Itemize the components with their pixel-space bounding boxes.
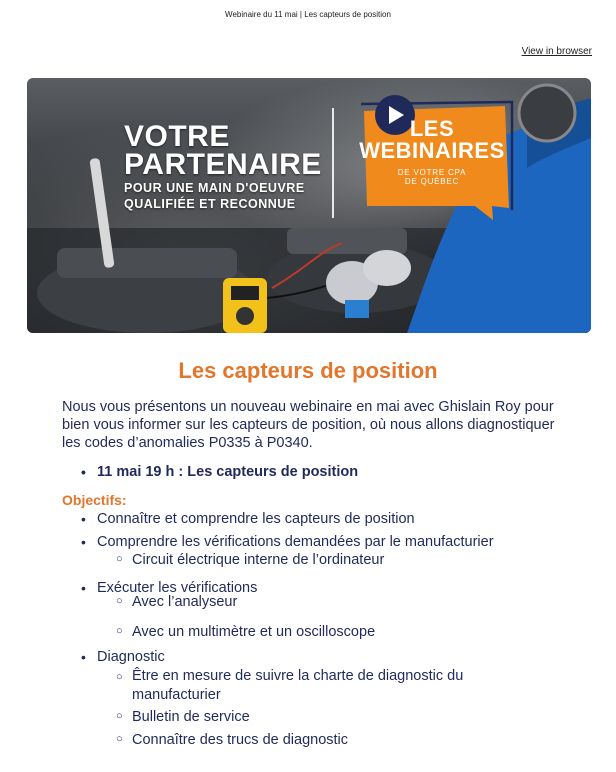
- hero-banner: [27, 78, 591, 333]
- objective-sub-list-5: [132, 709, 250, 725]
- objective-sub-list-6: [132, 732, 348, 748]
- hero-divider: [332, 108, 334, 218]
- objective-item: • Connaître et comprendre les capteurs de position: [97, 511, 415, 527]
- preheader-text: Webinaire du 11 mai | Les capteurs de position: [225, 10, 391, 19]
- multimeter-icon: [223, 278, 267, 333]
- session-list: [97, 464, 358, 480]
- objective-sub-list-4: [132, 667, 532, 705]
- objective-subitem: ○ Connaître des trucs de diagnostic: [132, 732, 348, 748]
- badge-title-line-2: WEBINAIRES: [359, 138, 505, 163]
- badge-sub-line-2: DE QUÉBEC: [404, 177, 460, 186]
- objective-item: • Diagnostic: [97, 649, 165, 665]
- session-item: • 11 mai 19 h : Les capteurs de position: [97, 464, 358, 480]
- headline-line-1: VOTRE: [124, 120, 230, 153]
- article-title: Les capteurs de position: [178, 358, 438, 383]
- objective-sub-list-3: [132, 624, 375, 640]
- objective-subitem: ○ Bulletin de service: [132, 709, 250, 725]
- objective-item: • Comprendre les vérifications demandées par le manufacturier: [97, 534, 494, 550]
- tagline-line-2: QUALIFIÉE ET RECONNUE: [124, 197, 296, 211]
- objectives-list: [97, 511, 415, 527]
- hero-headline: [124, 120, 322, 211]
- objective-subitem: ○ Avec l’analyseur: [132, 594, 237, 610]
- badge-title: [359, 118, 505, 162]
- headline-line-2: PARTENAIRE: [124, 148, 322, 181]
- tagline-line-1: POUR UNE MAIN D'OEUVRE: [124, 181, 305, 195]
- objectives-list-4: [97, 649, 165, 665]
- article-intro: Nous vous présentons un nouveau webinaire en mai avec Ghislain Roy pour bien vous informer sur les capteurs de position, où nous allons diagnostiquer les codes d’anomalies P0335 à P0340.: [62, 399, 555, 451]
- objective-sub-list: [132, 552, 384, 568]
- badge-subtitle: [359, 168, 505, 186]
- objective-sub-list-2: [132, 594, 237, 610]
- objective-subitem: ○ Circuit électrique interne de l’ordinateur: [132, 552, 384, 568]
- view-in-browser-link[interactable]: View in browser: [521, 46, 592, 57]
- objective-subitem: ○ Être en mesure de suivre la charte de diagnostic du manufacturier: [132, 667, 532, 705]
- badge-title-line-1: LES: [409, 116, 455, 141]
- objectives-label: Objectifs:: [62, 492, 127, 508]
- objective-item: • Exécuter les vérifications: [97, 580, 257, 596]
- objective-subitem: ○ Avec un multimètre et un oscilloscope: [132, 624, 375, 640]
- objectives-list-2: [97, 534, 494, 550]
- badge-sub-line-1: DE VOTRE CPA: [397, 168, 467, 177]
